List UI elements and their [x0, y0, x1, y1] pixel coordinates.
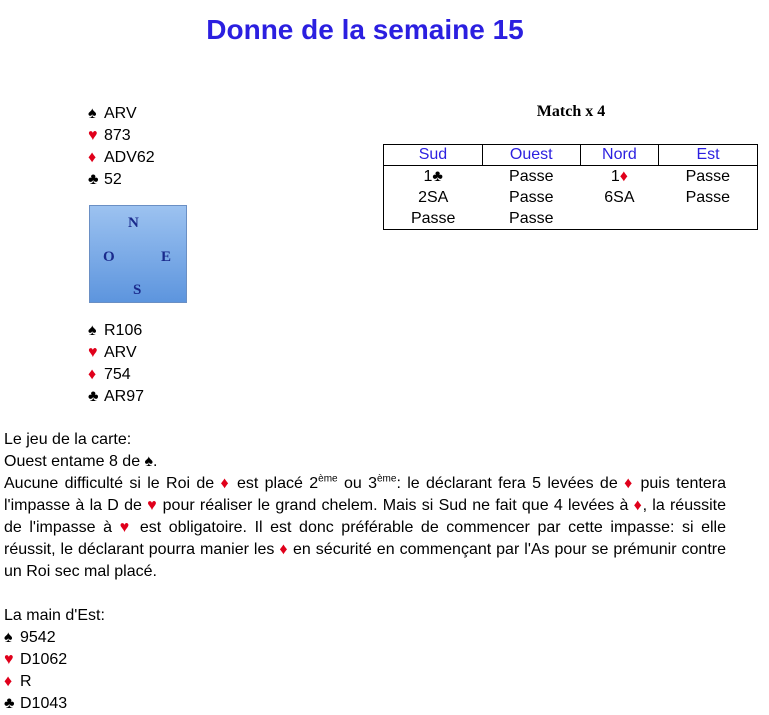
bid-cell: 1♣ [423, 167, 443, 185]
heart-icon: ♥ [88, 344, 98, 361]
play-heading: Le jeu de la carte: [4, 431, 132, 448]
compass-north: N [128, 215, 139, 231]
north-diamonds: ADV62 [104, 149, 155, 166]
bid-cell: Passe [509, 167, 554, 185]
spade-icon: ♠ [88, 322, 97, 339]
heart-icon: ♥ [119, 519, 133, 536]
header-sud: Sud [384, 145, 483, 166]
diamond-icon: ♦ [633, 497, 643, 514]
bid-cell: Passe [685, 167, 731, 185]
bidding-row [384, 166, 758, 188]
header-nord: Nord [580, 145, 658, 166]
heart-icon: ♥ [88, 127, 98, 144]
diamond-icon: ♦ [220, 475, 231, 492]
bid-cell: Passe [509, 188, 554, 206]
east-clubs: D1043 [20, 695, 68, 712]
diamond-icon: ♦ [279, 541, 289, 558]
south-hand [88, 320, 144, 408]
bidding-table [383, 144, 758, 230]
north-hearts: 873 [104, 127, 131, 144]
lead-line: Ouest entame 8 de ♠. [4, 453, 158, 470]
compass-east: E [161, 249, 172, 265]
bidding-row [384, 208, 758, 230]
bidding-header-row [384, 145, 758, 166]
compass-south: S [133, 282, 142, 298]
heart-icon: ♥ [4, 651, 14, 668]
club-icon: ♣ [432, 167, 443, 185]
bidding-row [384, 187, 758, 208]
spade-icon: ♠ [4, 629, 13, 646]
heart-icon: ♥ [147, 497, 158, 514]
bid-cell [659, 208, 758, 230]
diamond-icon: ♦ [88, 366, 97, 383]
bid-cell [580, 208, 658, 230]
south-spades: R106 [104, 322, 143, 339]
diamond-icon: ♦ [619, 167, 628, 185]
spade-icon: ♠ [144, 453, 154, 470]
east-heading: La main d'Est: [4, 607, 105, 624]
east-hand [4, 627, 726, 715]
east-spades: 9542 [20, 629, 56, 646]
north-hand [88, 103, 155, 191]
east-diamonds: R [20, 673, 32, 690]
spade-icon: ♠ [88, 105, 97, 122]
analysis-paragraph: Aucune difficulté si le Roi de ♦ est placé 2ème ou 3ème: le déclarant fera 5 levées de ♦ puis tentera l'impasse à la D de ♥ pour réaliser le grand chelem. Mais si Sud ne fait que 4 levées à ♦, la réussite de l'impasse à ♥ est obligatoire. Il est donc préférable de commencer par cette impasse: si elle réussit, le déclarant pourra manier les ♦ en sécurité en commençant par l'As pour se prémunir contre un Roi sec mal placé. [4, 473, 727, 580]
match-caption: Match x 4 [536, 103, 606, 120]
south-diamonds: 754 [104, 366, 131, 383]
east-hearts: D1062 [20, 651, 68, 668]
header-ouest: Ouest [482, 145, 580, 166]
club-icon: ♣ [88, 171, 99, 188]
page-title: Donne de la semaine 15 [206, 14, 524, 45]
compass-box [89, 205, 187, 303]
bid-cell: Passe [509, 209, 554, 227]
bid-cell: 6SA [604, 188, 635, 206]
diamond-icon: ♦ [624, 475, 635, 492]
south-clubs: AR97 [104, 388, 145, 405]
club-icon: ♣ [88, 388, 99, 405]
header-est: Est [659, 145, 758, 166]
bid-cell: 2SA [418, 188, 449, 206]
south-hearts: ARV [104, 344, 137, 361]
compass-west: O [103, 249, 115, 265]
club-icon: ♣ [4, 695, 15, 712]
commentary [4, 429, 726, 715]
bid-cell: Passe [685, 188, 731, 206]
diamond-icon: ♦ [88, 149, 97, 166]
north-spades: ARV [104, 105, 137, 122]
bid-cell: Passe [410, 209, 456, 227]
north-clubs: 52 [104, 171, 122, 188]
diamond-icon: ♦ [4, 673, 13, 690]
bid-cell: 1♦ [610, 167, 628, 185]
